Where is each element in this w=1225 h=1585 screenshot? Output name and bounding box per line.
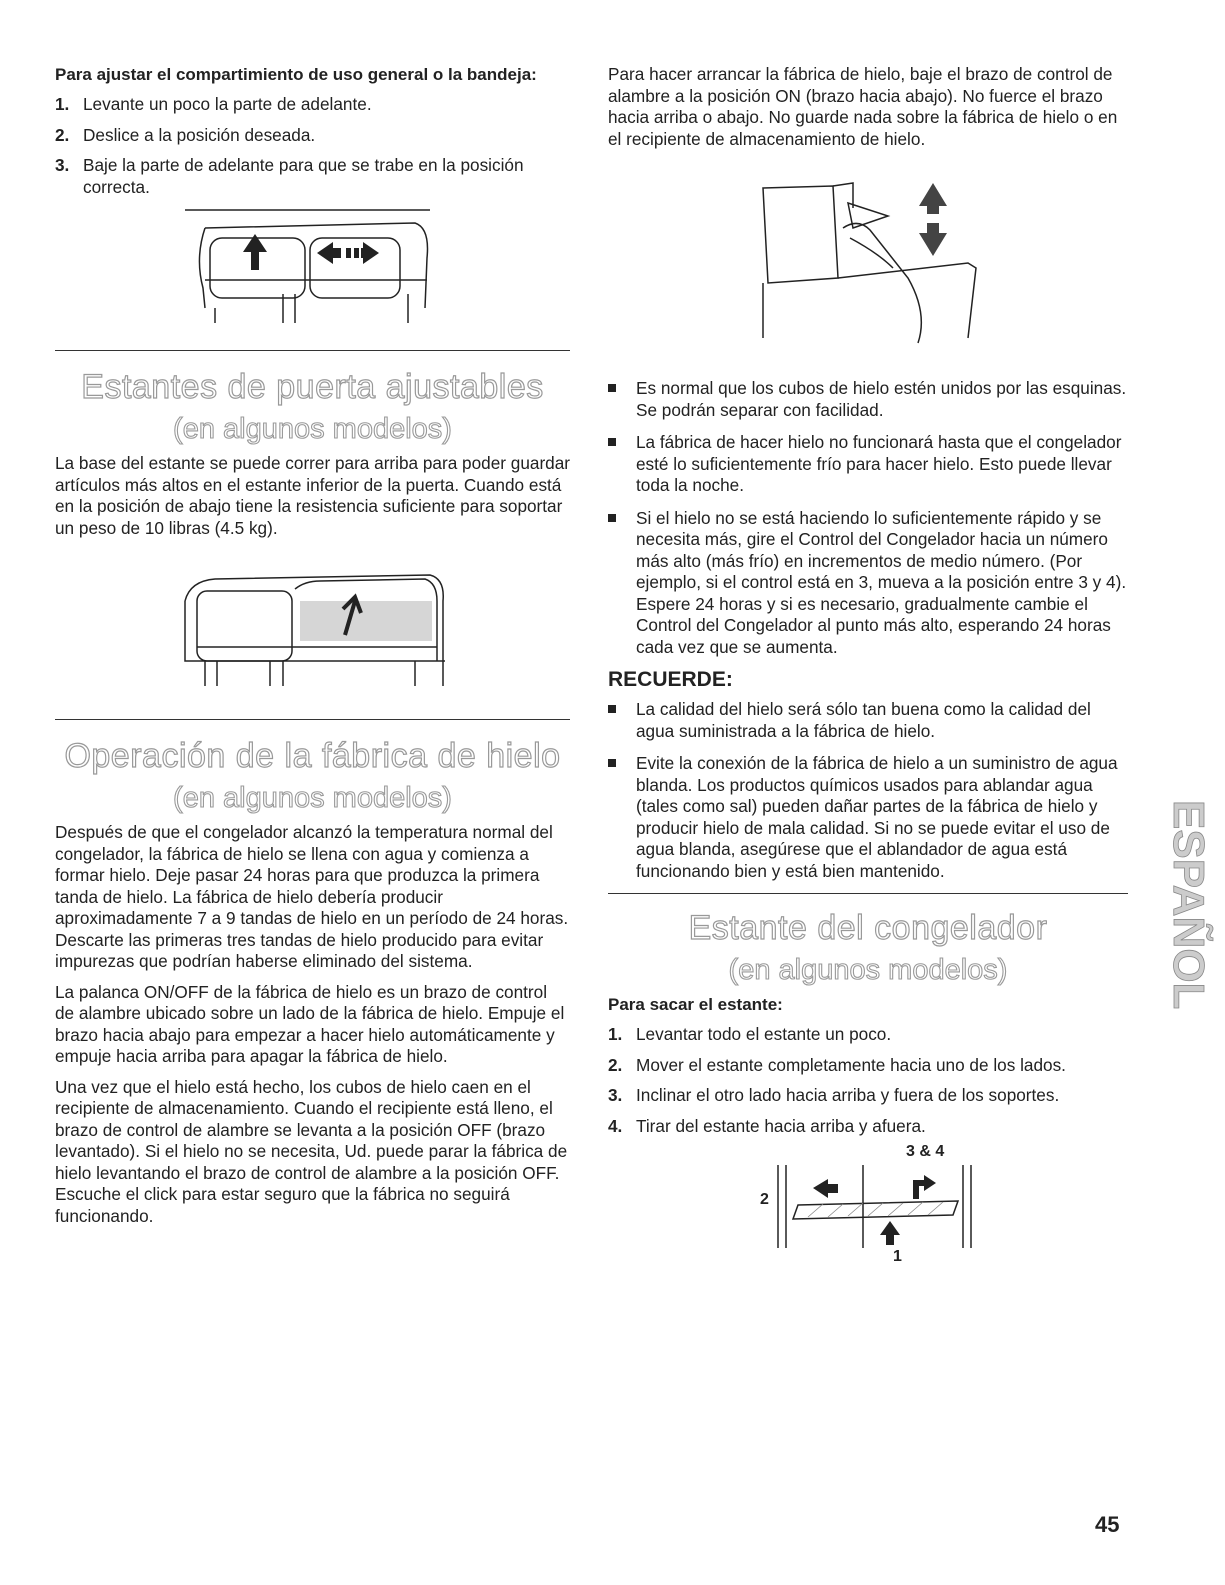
list-item: La fábrica de hacer hielo no funcionará hasta que el congelador esté lo suficientemente frío para hacer hielo. Esto puede llevar toda la noche. (608, 432, 1128, 497)
icemaker-paragraph-2: La palanca ON/OFF de la fábrica de hielo es un brazo de control de alambre ubicado sobre un lado de la fábrica de hielo. Empuje el brazo hacia abajo para empezar a hacer hielo automáticamente y empuje hacia arriba para apagar la fábrica de hielo. (55, 981, 565, 1066)
freezer-shelf-figure (608, 1143, 1128, 1273)
adjust-steps (55, 94, 570, 198)
remove-shelf-heading: Para sacar el estante: (608, 995, 783, 1014)
right-column (608, 64, 1128, 1273)
list-item: 3. Baje la parte de adelante para que se trabe en la posición correcta. (55, 155, 524, 197)
section-subtitle: (en algunos modelos) (728, 954, 1008, 986)
list-item: 3. Inclinar el otro lado hacia arriba y fuera de los soportes. (608, 1085, 1060, 1105)
figure-label-3-4: 3 & 4 (906, 1143, 945, 1160)
section-divider (608, 893, 1128, 894)
section-title-freezer-shelf: Estante del congelador (688, 909, 1048, 947)
door-bin-illustration (55, 198, 570, 328)
icemaker-arm-illustration (608, 168, 1128, 368)
list-item: Si el hielo no se está haciendo lo suficientemente rápido y se necesita más, gire el Control del Congelador hacia un número más alto (más frío) en incrementos de medio número. (Por ejemplo, si el control está en 3, mueva a la posición entre 3 y 4). Espere 24 horas y si es necesario, gradualmente cambie el Control del Congelador al punto más alto, esperando 24 horas cada vez que se aumenta. (608, 508, 1128, 659)
freezer-shelf-illustration (608, 1143, 1128, 1273)
remove-shelf-steps (608, 1024, 1128, 1137)
left-column (55, 64, 570, 1227)
language-tab-label: ESPAÑOL (1164, 800, 1213, 1010)
list-item: Es normal que los cubos de hielo estén unidos por las esquinas. Se podrán separar con facilidad. (608, 378, 1128, 421)
icemaker-start-paragraph: Para hacer arrancar la fábrica de hielo, baje el brazo de control de alambre a la posición ON (brazo hacia abajo). No fuerce el brazo hacia arriba o abajo. No guarde nada sobre la fábrica de hielo o en el recipiente de almacenamiento de hielo. (608, 64, 1118, 149)
list-item: Evite la conexión de la fábrica de hielo a un suministro de agua blanda. Los productos químicos usados para ablandar agua (tales como sal) pueden dañar partes de la fábrica de hielo y producir hielo de mala calidad. Si no se puede evitar el uso de agua blanda, asegúrese que el ablandador de agua está funcionando bien y está bien mantenido. (608, 753, 1128, 882)
section-title-icemaker: Operación de la fábrica de hielo (64, 737, 561, 775)
list-item: 1. Levante un poco la parte de adelante. (55, 94, 372, 114)
figure-label-1: 1 (893, 1248, 902, 1265)
list-item: 2. Mover el estante completamente hacia uno de los lados. (608, 1054, 1066, 1075)
section-divider (55, 350, 570, 351)
page-number: 45 (1095, 1512, 1120, 1537)
door-shelf-illustration (55, 561, 570, 691)
list-item: 2. Deslice a la posición deseada. (55, 124, 316, 145)
section-title-door-shelves: Estantes de puerta ajustables (81, 368, 544, 406)
section-divider (55, 719, 570, 720)
language-tab (1140, 800, 1213, 1070)
list-item: 1. Levantar todo el estante un poco. (608, 1024, 892, 1044)
door-shelves-body: La base del estante se puede correr para arriba para poder guardar artículos más altos en el estante inferior de la puerta. Cuando está en la posición de abajo tiene la resistencia suficiente para soportar un peso de 10 libras (4.5 kg). (55, 453, 571, 538)
list-item: La calidad del hielo será sólo tan buena como la calidad del agua suministrada a la fábrica de hielo. (608, 699, 1128, 742)
section-subtitle: (en algunos modelos) (173, 782, 452, 814)
list-item: 4. Tirar del estante hacia arriba y afuera. (608, 1115, 926, 1136)
recuerde-list (608, 699, 1128, 882)
recuerde-heading: RECUERDE: (608, 668, 733, 691)
section-subtitle: (en algunos modelos) (173, 413, 452, 445)
icemaker-paragraph-1: Después de que el congelador alcanzó la temperatura normal del congelador, la fábrica de hielo se llena con agua y comienza a formar hielo. Deje pasar 24 horas para que produzca la primera tanda de hielo. La fábrica de hielo debería producir aproximadamente 7 a 9 tandas de hielo en un período de 24 horas. Descarte las primeras tres tandas de hielo producido para evitar impurezas que podrían haberse eliminado del sistema. (55, 822, 569, 971)
icemaker-paragraph-3: Una vez que el hielo está hecho, los cubos de hielo caen en el recipiente de almacenamiento. Cuando el recipiente está lleno, el brazo de control de alambre se levanta a la posición OFF (brazo levantado). Si el hielo no se necesita, Ud. puede parar la fábrica de hielo levantando el brazo de control de alambre a la posición OFF. Escuche el click para estar seguro que la fábrica no seguirá funcionando. (55, 1076, 568, 1226)
figure-label-2: 2 (760, 1191, 769, 1208)
adjust-heading: Para ajustar el compartimiento de uso general o la bandeja: (55, 65, 537, 84)
icemaker-notes (608, 378, 1128, 658)
